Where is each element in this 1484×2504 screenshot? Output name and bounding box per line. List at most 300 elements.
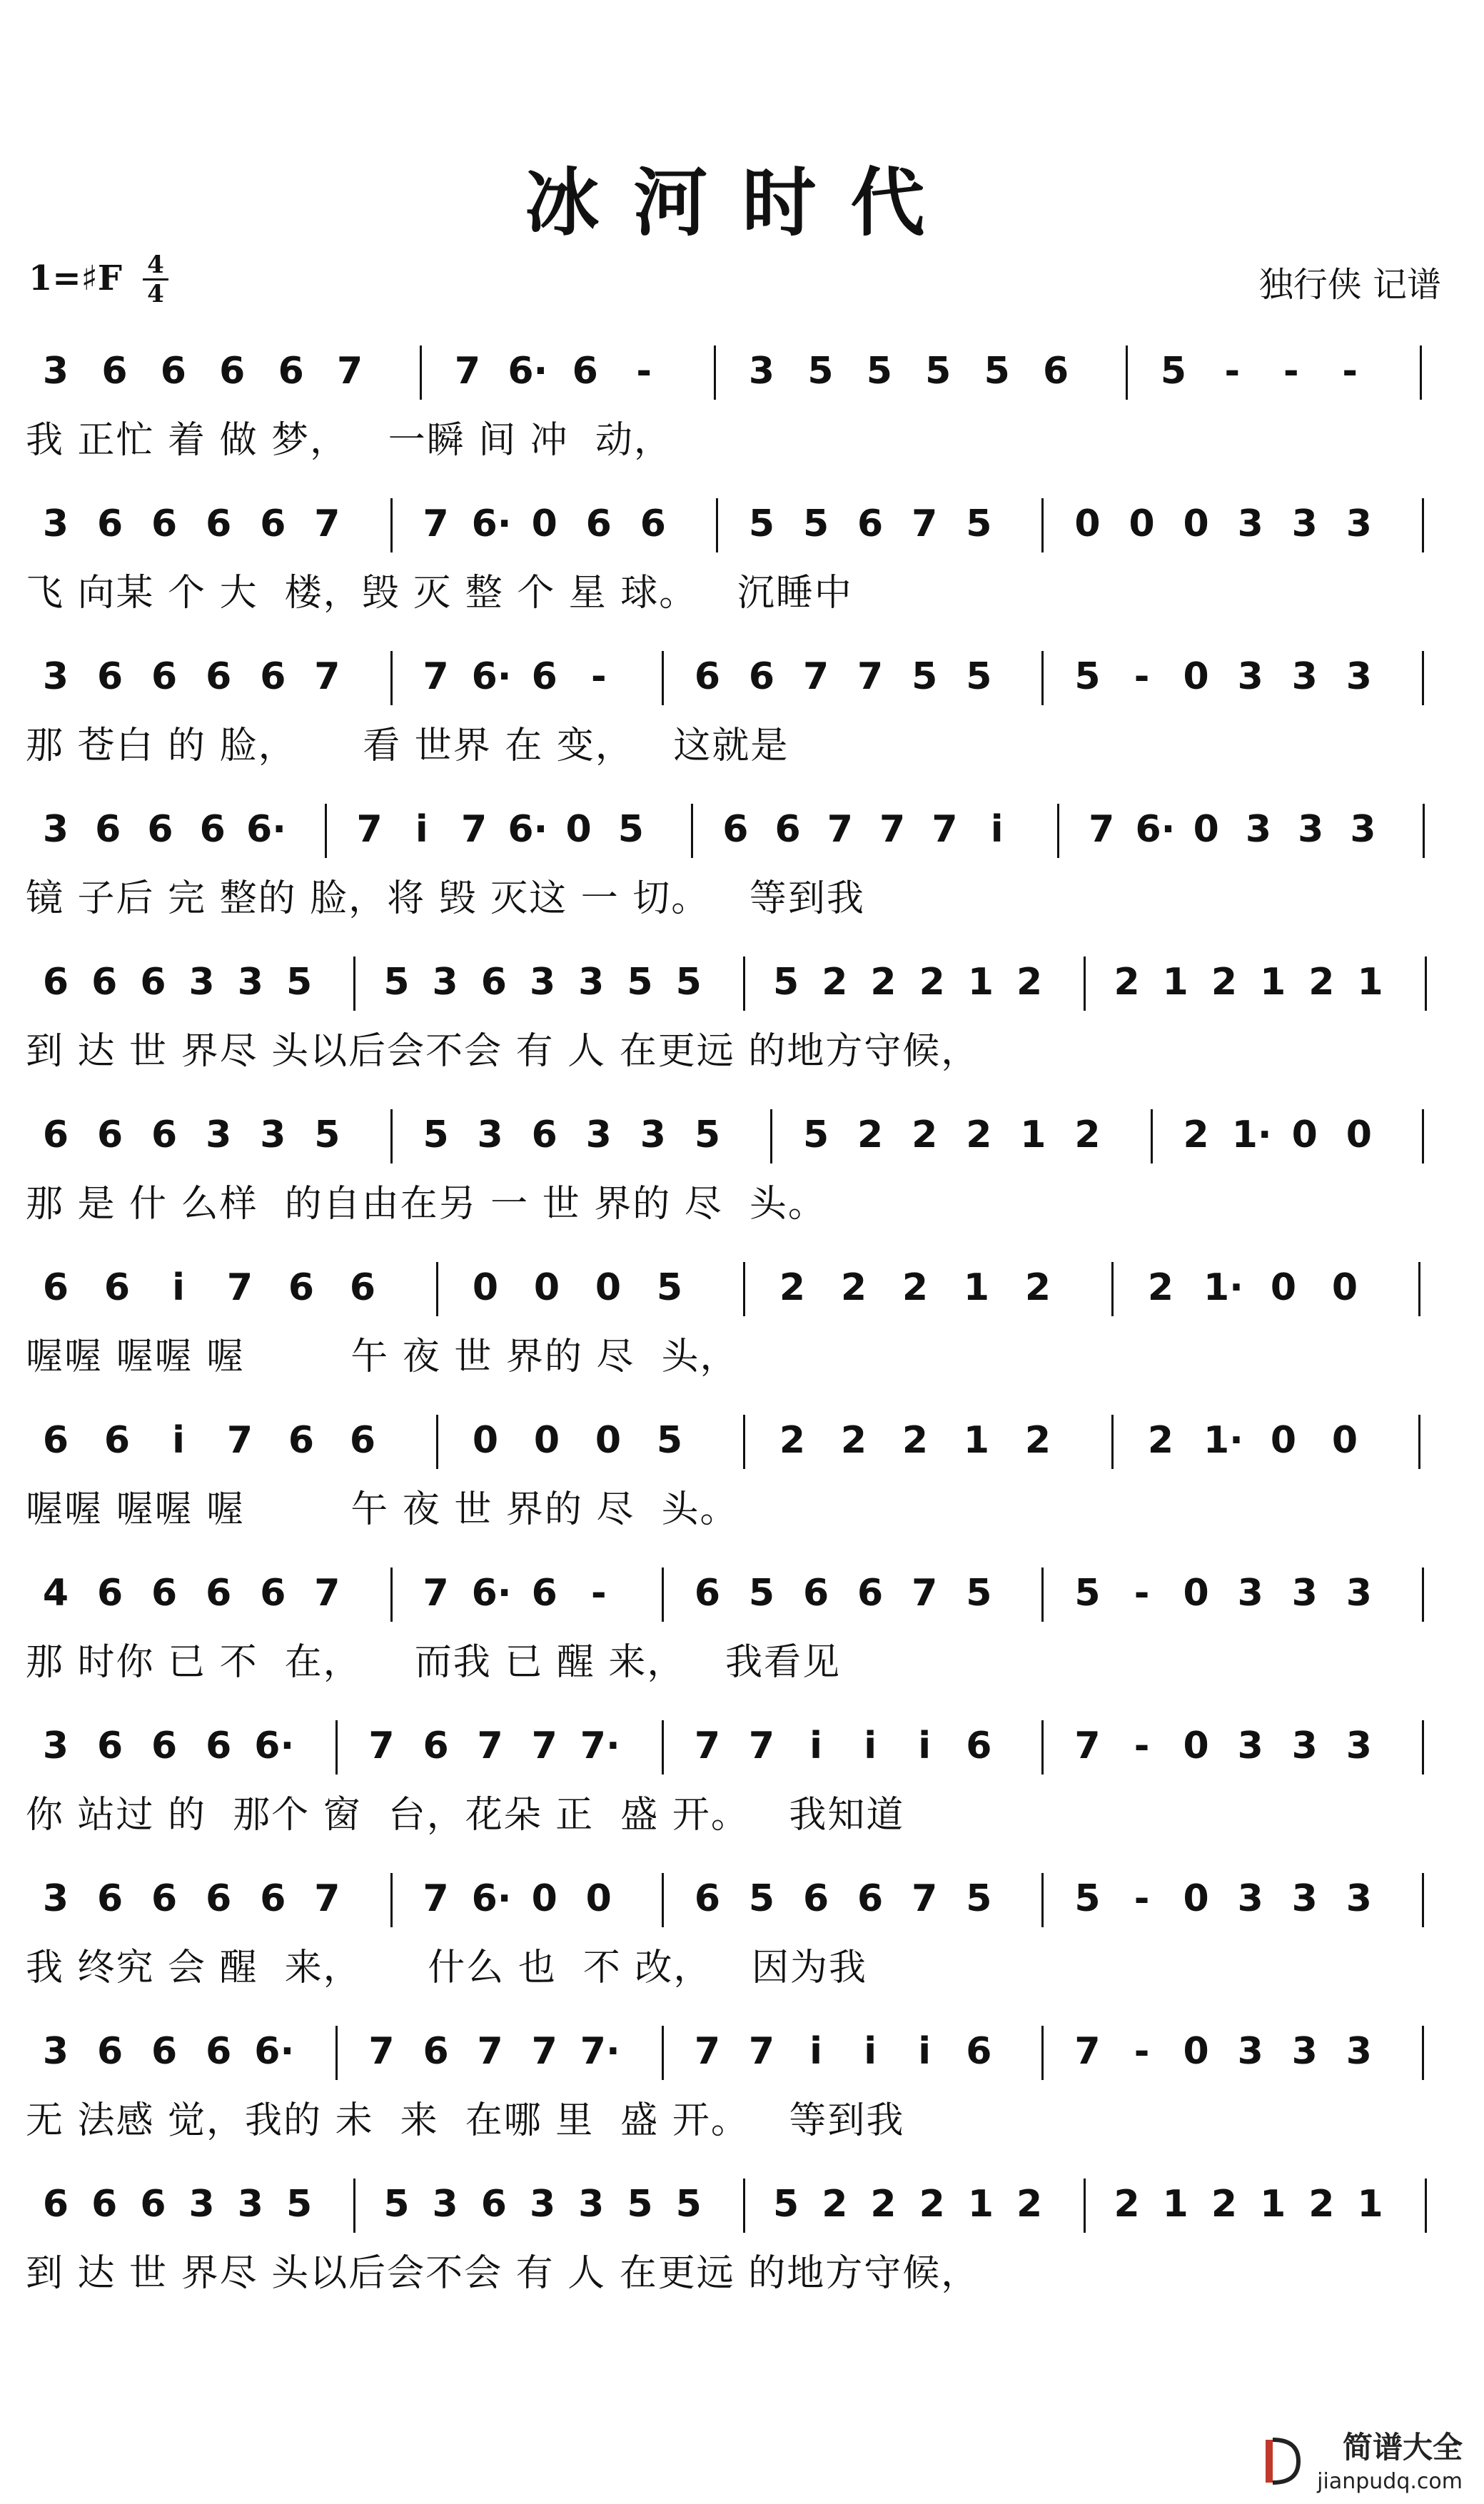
note: 3 <box>237 2183 263 2226</box>
score-row <box>21 1863 1463 2006</box>
barline <box>353 956 355 1011</box>
barline <box>1057 804 1059 858</box>
note: 3 <box>585 1114 612 1156</box>
barline <box>662 1720 664 1774</box>
note: 3 <box>477 1114 503 1156</box>
barline <box>1084 956 1086 1011</box>
score-row <box>21 335 1463 478</box>
note: 6· <box>508 808 548 851</box>
barline <box>390 651 393 705</box>
note-line <box>21 1252 1463 1316</box>
note: 6 <box>206 1725 232 1767</box>
note: 7 <box>748 2030 775 2073</box>
note: 7 <box>314 1572 340 1615</box>
note: 6 <box>151 503 178 545</box>
note: 6 <box>260 1572 286 1615</box>
note: 6 <box>151 655 178 698</box>
note: 5 <box>1074 1877 1101 1920</box>
note: 2 <box>1114 961 1140 1004</box>
note: 6 <box>857 503 884 545</box>
note: 3 <box>432 2183 458 2226</box>
note: 7 <box>368 1725 395 1767</box>
note-line <box>21 1558 1463 1622</box>
note: 2 <box>1147 1266 1174 1309</box>
note: 6 <box>802 1572 829 1615</box>
note: 2 <box>966 1114 992 1156</box>
note: 5 <box>286 2183 313 2226</box>
barline <box>420 345 422 400</box>
note: 0 <box>1183 1572 1209 1615</box>
note: 2 <box>1074 1114 1101 1156</box>
barline <box>436 1415 438 1469</box>
note: - <box>590 1572 607 1615</box>
note: 7 <box>477 1725 503 1767</box>
note: 5 <box>748 1572 775 1615</box>
note: 3 <box>1350 808 1376 851</box>
note: 7 <box>932 808 958 851</box>
note: 5 <box>1074 655 1101 698</box>
note: 6 <box>694 1877 721 1920</box>
note: i <box>809 2030 822 2073</box>
barline <box>770 1109 772 1163</box>
note: 6 <box>640 503 666 545</box>
note: 7 <box>531 1725 557 1767</box>
note: - <box>636 350 652 393</box>
score-row <box>21 1558 1463 1700</box>
note: 6· <box>254 2030 295 2073</box>
note: 0 <box>472 1419 499 1462</box>
note: 0 <box>1183 1725 1209 1767</box>
note: 2 <box>1183 1114 1209 1156</box>
note: 3 <box>748 350 775 393</box>
note: 6 <box>160 350 186 393</box>
note: 7 <box>857 655 884 698</box>
note: 3 <box>42 350 69 393</box>
note-line <box>21 1405 1463 1469</box>
barline <box>743 1262 745 1316</box>
note: 7 <box>460 808 488 851</box>
note: 2 <box>919 961 945 1004</box>
watermark-url: jianpudq.com <box>1317 2469 1463 2494</box>
note: 7 <box>912 503 938 545</box>
note: 5 <box>694 1114 721 1156</box>
note: 0 <box>585 1877 612 1920</box>
note: 6 <box>104 1419 131 1462</box>
lyric-line: 那 是 什 么样 的自由在另 一 世 界的 尽 头。 <box>26 1183 827 1226</box>
note: 0 <box>595 1419 622 1462</box>
note: 1 <box>1357 2183 1383 2226</box>
note: 6 <box>1042 350 1069 393</box>
note: 5 <box>383 2183 410 2226</box>
song-title: 冰河时代 <box>525 158 959 246</box>
note: 6 <box>151 1725 178 1767</box>
note: 1· <box>1231 1114 1272 1156</box>
note: 3 <box>42 1877 69 1920</box>
note: 3 <box>260 1114 286 1156</box>
note: 0 <box>533 1419 560 1462</box>
note: 7 <box>368 2030 395 2073</box>
barline <box>743 2179 745 2233</box>
note: 1 <box>1357 961 1383 1004</box>
note: 6 <box>423 2030 449 2073</box>
note: 6 <box>278 350 304 393</box>
note: 3 <box>1237 1877 1263 1920</box>
note: 0 <box>1183 503 1209 545</box>
note: 6 <box>349 1266 376 1309</box>
note: 3 <box>188 2183 215 2226</box>
time-signature-top: 4 <box>147 251 164 279</box>
barline <box>1151 1109 1153 1163</box>
note: 6 <box>349 1419 376 1462</box>
note: 3 <box>42 655 69 698</box>
note: 7· <box>580 2030 620 2073</box>
score-row <box>21 2169 1463 2311</box>
score-row <box>21 1099 1463 1242</box>
note: 6 <box>42 961 69 1004</box>
note: i <box>864 1725 877 1767</box>
score-row <box>21 2016 1463 2159</box>
lyric-line: 喔喔 喔喔 喔 午 夜 世 界的 尽 头， <box>26 1336 739 1378</box>
note-line <box>21 1099 1463 1163</box>
site-logo-icon <box>1263 2433 1306 2490</box>
note: - <box>590 655 607 698</box>
barline <box>1126 345 1128 400</box>
note: 2 <box>822 961 848 1004</box>
note: 6 <box>206 1877 232 1920</box>
note-line <box>21 1710 1463 1774</box>
note: i <box>172 1266 185 1309</box>
note: 5 <box>966 503 992 545</box>
note: 2 <box>857 1114 884 1156</box>
note-line <box>21 1863 1463 1927</box>
note: 5 <box>383 961 410 1004</box>
note: 6 <box>91 2183 118 2226</box>
note: 6· <box>254 1725 295 1767</box>
note: 2 <box>1016 2183 1043 2226</box>
note: 7 <box>314 655 340 698</box>
barline <box>1422 651 1424 705</box>
note: 5 <box>966 1572 992 1615</box>
lyric-line: 我 正忙 着 做 梦， 一瞬 间 冲 动， <box>26 419 672 462</box>
note: 3 <box>1346 2030 1372 2073</box>
barline <box>1423 804 1425 858</box>
note: 6 <box>206 503 232 545</box>
barline <box>390 1873 393 1927</box>
note: 7 <box>879 808 906 851</box>
note: 0 <box>565 808 592 851</box>
barline <box>716 498 718 552</box>
note: 7 <box>694 2030 721 2073</box>
barline <box>1041 1567 1044 1622</box>
note: 6 <box>531 1572 557 1615</box>
note: 3 <box>42 808 69 851</box>
note: 6 <box>802 1877 829 1920</box>
note: 0 <box>1291 1114 1318 1156</box>
note: 6 <box>423 1725 449 1767</box>
barline <box>1041 1720 1044 1774</box>
score-row <box>21 488 1463 631</box>
note: 6 <box>140 961 166 1004</box>
note: 0 <box>531 1877 557 1920</box>
note: 2 <box>1024 1419 1051 1462</box>
note: i <box>918 2030 932 2073</box>
note: 2 <box>1308 2183 1335 2226</box>
note: 3 <box>1346 1725 1372 1767</box>
barline <box>662 2026 664 2080</box>
note: 3 <box>1346 655 1372 698</box>
note: 3 <box>1298 808 1324 851</box>
note: 3 <box>529 961 556 1004</box>
barline <box>1418 1415 1420 1469</box>
note: 0 <box>1183 1877 1209 1920</box>
barline <box>1425 956 1427 1011</box>
note: 2 <box>1024 1266 1051 1309</box>
note: 5 <box>748 1877 775 1920</box>
note: 5 <box>773 961 799 1004</box>
barline <box>662 651 664 705</box>
note: 6 <box>260 1877 286 1920</box>
note: 2 <box>1016 961 1043 1004</box>
note: 2 <box>822 2183 848 2226</box>
note: 6 <box>96 1877 123 1920</box>
note: 3 <box>1237 503 1263 545</box>
score-row <box>21 641 1463 784</box>
note: 6 <box>260 655 286 698</box>
note: 2 <box>870 961 897 1004</box>
barline <box>335 2026 338 2080</box>
note: 0 <box>595 1266 622 1309</box>
note: - <box>1134 1725 1150 1767</box>
note: 6 <box>531 655 557 698</box>
note: 5 <box>748 503 775 545</box>
note: 6 <box>480 2183 507 2226</box>
barline <box>1422 1109 1424 1163</box>
note: 5 <box>773 2183 799 2226</box>
note: 7 <box>356 808 383 851</box>
note: 1 <box>963 1419 990 1462</box>
note-line <box>21 794 1463 858</box>
note: 3 <box>1291 1725 1318 1767</box>
note: 5 <box>675 2183 702 2226</box>
note: 5 <box>984 350 1010 393</box>
barline <box>691 804 693 858</box>
barline <box>662 1567 664 1622</box>
note: i <box>918 1725 932 1767</box>
lyric-line: 到 达 世 界尽 头以后会不会 有 人 在更远 的地方守候， <box>26 1030 980 1073</box>
note: 6 <box>42 2183 69 2226</box>
note: 1 <box>1162 2183 1188 2226</box>
note: 1 <box>967 961 994 1004</box>
note: 1· <box>1203 1266 1243 1309</box>
note: 5 <box>314 1114 340 1156</box>
note: 6 <box>96 1572 123 1615</box>
score-row <box>21 794 1463 937</box>
barline <box>1425 2179 1427 2233</box>
lyric-line: 镜 子后 完 整的 脸，将 毁 灭这 一 切。 等到我 <box>26 877 865 920</box>
time-signature <box>141 251 170 308</box>
note: 3 <box>529 2183 556 2226</box>
barline <box>1111 1262 1114 1316</box>
note: 0 <box>1346 1114 1372 1156</box>
note: 3 <box>1237 2030 1263 2073</box>
note: 5 <box>617 808 644 851</box>
lyric-line: 那 时你 已 不 在， 而我 已 醒 来， 我看见 <box>26 1641 841 1684</box>
note: - <box>1134 2030 1150 2073</box>
note: 5 <box>1160 350 1186 393</box>
barline <box>325 804 327 858</box>
note: 6 <box>151 2030 178 2073</box>
note: 7 <box>1074 2030 1101 2073</box>
note: 3 <box>237 961 263 1004</box>
note: 6 <box>206 1572 232 1615</box>
note: i <box>809 1725 822 1767</box>
note: 3 <box>640 1114 666 1156</box>
note: 5 <box>656 1266 683 1309</box>
note: 7 <box>1089 808 1115 851</box>
note: 6 <box>140 2183 166 2226</box>
note: 5 <box>1074 1572 1101 1615</box>
note: 6· <box>471 655 512 698</box>
note: 0 <box>1270 1419 1297 1462</box>
note-line <box>21 335 1463 400</box>
note: 3 <box>42 2030 69 2073</box>
note: 6 <box>96 1114 123 1156</box>
note: 3 <box>1291 1877 1318 1920</box>
note: 0 <box>1270 1266 1297 1309</box>
score-row <box>21 1252 1463 1395</box>
barline <box>1111 1415 1114 1469</box>
note: - <box>1134 1572 1150 1615</box>
note: 6 <box>585 503 612 545</box>
note: 3 <box>1291 655 1318 698</box>
barline <box>1422 1873 1424 1927</box>
note: 6 <box>95 808 121 851</box>
note: 0 <box>1331 1419 1358 1462</box>
barline <box>353 2179 355 2233</box>
note: i <box>864 2030 877 2073</box>
note: 6 <box>260 503 286 545</box>
note: 1 <box>1162 961 1188 1004</box>
note: 2 <box>1211 2183 1238 2226</box>
lyric-line: 飞 向某 个 大 楼，毁 灭 整 个 星 球。 沉睡中 <box>26 572 853 615</box>
note: 3 <box>432 961 458 1004</box>
barline <box>390 1109 393 1163</box>
note: 7 <box>477 2030 503 2073</box>
time-signature-bottom: 4 <box>147 280 164 308</box>
note: 6 <box>857 1572 884 1615</box>
note-line <box>21 2169 1463 2233</box>
note: 3 <box>1291 503 1318 545</box>
note: - <box>1224 350 1241 393</box>
note: 7 <box>314 1877 340 1920</box>
note: i <box>415 808 428 851</box>
note: 6 <box>101 350 128 393</box>
note: 6 <box>722 808 749 851</box>
note: 5 <box>866 350 892 393</box>
note: 5 <box>286 961 313 1004</box>
note: 3 <box>188 961 215 1004</box>
note: 7 <box>226 1419 253 1462</box>
note: 2 <box>912 1114 938 1156</box>
note: 7 <box>748 1725 775 1767</box>
note: 7 <box>423 1877 449 1920</box>
note: 6 <box>96 503 123 545</box>
note: 6 <box>147 808 173 851</box>
note: 2 <box>1211 961 1238 1004</box>
note: 6 <box>42 1419 69 1462</box>
note: 2 <box>779 1266 806 1309</box>
barline <box>1041 2026 1044 2080</box>
note: 6 <box>748 655 775 698</box>
barline <box>1422 1720 1424 1774</box>
note: 1 <box>1260 961 1286 1004</box>
lyric-line: 那 苍白 的 脸， 看 世界 在 变， 这就是 <box>26 725 789 767</box>
note: 7 <box>314 503 340 545</box>
note: 5 <box>656 1419 683 1462</box>
note: 0 <box>1074 503 1101 545</box>
note: 6 <box>91 961 118 1004</box>
barline <box>714 345 716 400</box>
note-line <box>21 641 1463 705</box>
note: 7 <box>423 655 449 698</box>
note: 6 <box>966 2030 992 2073</box>
note: 6· <box>471 1877 512 1920</box>
barline <box>390 1567 393 1622</box>
note: 2 <box>919 2183 945 2226</box>
barline <box>436 1262 438 1316</box>
note: 6· <box>246 808 286 851</box>
note: 6 <box>694 1572 721 1615</box>
note-line <box>21 488 1463 552</box>
note: 6 <box>219 350 246 393</box>
note-line <box>21 946 1463 1011</box>
note: 6 <box>42 1114 69 1156</box>
note: 6 <box>531 1114 557 1156</box>
note: 5 <box>966 1877 992 1920</box>
note: 6 <box>96 1725 123 1767</box>
note: 3 <box>1237 1572 1263 1615</box>
score-row <box>21 946 1463 1089</box>
note: 6 <box>151 1572 178 1615</box>
barline <box>1418 1262 1420 1316</box>
note: - <box>1134 1877 1150 1920</box>
note: 7 <box>454 350 480 393</box>
note: 2 <box>870 2183 897 2226</box>
watermark-brand: 简谱大全 <box>1342 2430 1463 2465</box>
note: - <box>1134 655 1150 698</box>
barline <box>1041 1873 1044 1927</box>
note: 3 <box>578 2183 605 2226</box>
note: 6· <box>471 503 512 545</box>
note: 7 <box>423 503 449 545</box>
note: 7 <box>336 350 363 393</box>
note: 2 <box>840 1266 867 1309</box>
note: 3 <box>206 1114 232 1156</box>
note: 1· <box>1203 1419 1243 1462</box>
note: 0 <box>531 503 557 545</box>
note: 7 <box>423 1572 449 1615</box>
note: 6 <box>694 655 721 698</box>
note: 6 <box>206 2030 232 2073</box>
note: 6 <box>857 1877 884 1920</box>
note: 3 <box>1346 1877 1372 1920</box>
note: 6 <box>288 1266 315 1309</box>
note: 0 <box>1129 503 1155 545</box>
note: 6 <box>199 808 226 851</box>
note: 6· <box>1135 808 1176 851</box>
barline <box>1041 651 1044 705</box>
note: 7 <box>226 1266 253 1309</box>
